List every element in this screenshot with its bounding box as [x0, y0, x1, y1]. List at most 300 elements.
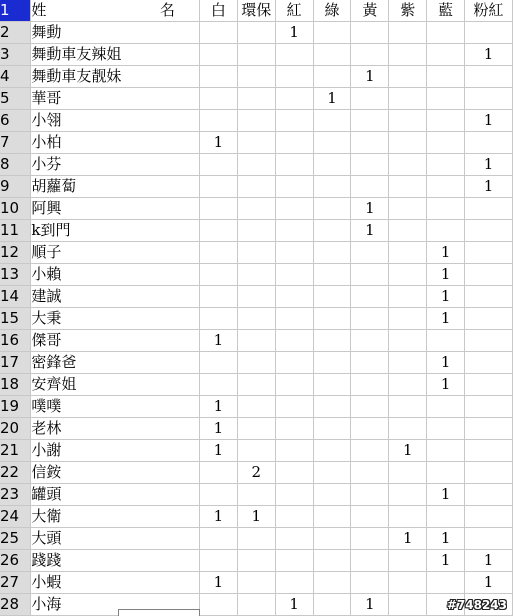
table-row	[0, 418, 513, 440]
value-cell[interactable]	[237, 572, 275, 594]
value-cell[interactable]: 2	[237, 462, 275, 484]
name-cell[interactable]: 胡蘿蔔	[31, 176, 200, 198]
table-row	[0, 440, 513, 462]
value-cell[interactable]: 1	[351, 220, 389, 242]
value-cell[interactable]	[275, 44, 313, 66]
row-header[interactable]: 11	[0, 220, 31, 242]
row-header[interactable]: 23	[0, 484, 31, 506]
value-cell[interactable]	[389, 286, 427, 308]
value-cell[interactable]	[465, 418, 513, 440]
name-cell[interactable]: 大頭	[31, 528, 200, 550]
value-cell[interactable]	[389, 154, 427, 176]
value-cell[interactable]	[199, 528, 237, 550]
value-cell[interactable]: 1	[427, 352, 465, 374]
value-cell[interactable]	[465, 484, 513, 506]
value-cell[interactable]	[465, 66, 513, 88]
value-cell[interactable]: 1	[427, 528, 465, 550]
value-cell[interactable]	[237, 264, 275, 286]
column-header-blue[interactable]: 藍	[427, 0, 465, 22]
value-cell[interactable]	[427, 462, 465, 484]
value-cell[interactable]	[389, 550, 427, 572]
name-cell[interactable]: 密鋒爸	[31, 352, 200, 374]
value-cell[interactable]: 1	[427, 242, 465, 264]
value-cell[interactable]	[465, 528, 513, 550]
value-cell[interactable]	[427, 440, 465, 462]
value-cell[interactable]: 1	[199, 440, 237, 462]
value-cell[interactable]	[237, 396, 275, 418]
value-cell[interactable]	[427, 176, 465, 198]
value-cell[interactable]	[237, 352, 275, 374]
value-cell[interactable]	[199, 374, 237, 396]
value-cell[interactable]	[389, 88, 427, 110]
value-cell[interactable]	[275, 462, 313, 484]
value-cell[interactable]	[199, 462, 237, 484]
name-header-surname: 姓	[31, 1, 47, 19]
value-cell[interactable]	[427, 418, 465, 440]
value-cell[interactable]	[199, 484, 237, 506]
value-cell[interactable]	[237, 308, 275, 330]
name-cell[interactable]: 舞動車友辣姐	[31, 44, 200, 66]
value-cell[interactable]	[313, 110, 351, 132]
value-cell[interactable]	[465, 132, 513, 154]
table-row	[0, 132, 513, 154]
table-row	[0, 528, 513, 550]
table-row	[0, 198, 513, 220]
value-cell[interactable]: 1	[427, 264, 465, 286]
name-cell[interactable]: 老林	[31, 418, 200, 440]
value-cell[interactable]	[313, 528, 351, 550]
value-cell[interactable]	[389, 198, 427, 220]
table-row	[0, 88, 513, 110]
name-header-given: 名	[159, 1, 175, 19]
value-cell[interactable]: 1	[465, 154, 513, 176]
value-cell[interactable]	[465, 440, 513, 462]
value-cell[interactable]: 1	[199, 572, 237, 594]
watermark: #748243	[446, 598, 507, 612]
value-cell[interactable]	[351, 484, 389, 506]
value-cell[interactable]	[237, 286, 275, 308]
value-cell[interactable]	[199, 176, 237, 198]
value-cell[interactable]: 1	[465, 44, 513, 66]
value-cell[interactable]	[389, 264, 427, 286]
value-cell[interactable]	[389, 220, 427, 242]
name-cell[interactable]: 舞動車友靓妹	[31, 66, 200, 88]
row-header[interactable]: 3	[0, 44, 31, 66]
value-cell[interactable]	[275, 528, 313, 550]
name-cell[interactable]: 大秉	[31, 308, 200, 330]
name-cell[interactable]: 建誠	[31, 286, 200, 308]
value-cell[interactable]	[313, 396, 351, 418]
value-cell[interactable]: 1	[199, 506, 237, 528]
value-cell[interactable]	[351, 308, 389, 330]
name-cell[interactable]: 舞動	[31, 22, 200, 44]
value-cell[interactable]	[199, 220, 237, 242]
value-cell[interactable]	[389, 330, 427, 352]
table-row	[0, 308, 513, 330]
row-header[interactable]: 15	[0, 308, 31, 330]
value-cell[interactable]	[237, 418, 275, 440]
value-cell[interactable]	[351, 418, 389, 440]
value-cell[interactable]	[389, 484, 427, 506]
value-cell[interactable]	[313, 22, 351, 44]
name-cell[interactable]: 罐頭	[31, 484, 200, 506]
value-cell[interactable]	[427, 396, 465, 418]
value-cell[interactable]	[351, 44, 389, 66]
value-cell[interactable]	[351, 242, 389, 264]
name-cell[interactable]: 大衛	[31, 506, 200, 528]
value-cell[interactable]	[237, 220, 275, 242]
name-cell[interactable]: 傑哥	[31, 330, 200, 352]
value-cell[interactable]: 1	[465, 550, 513, 572]
row-header[interactable]: 5	[0, 88, 31, 110]
value-cell[interactable]: 1	[199, 132, 237, 154]
row-header[interactable]: 10	[0, 198, 31, 220]
name-cell[interactable]: 順子	[31, 242, 200, 264]
value-cell[interactable]	[313, 154, 351, 176]
value-cell[interactable]	[351, 506, 389, 528]
value-cell[interactable]	[237, 88, 275, 110]
value-cell[interactable]	[465, 396, 513, 418]
name-cell[interactable]: 小賴	[31, 264, 200, 286]
value-cell[interactable]	[313, 506, 351, 528]
row-header[interactable]: 9	[0, 176, 31, 198]
value-cell[interactable]	[465, 462, 513, 484]
value-cell[interactable]: 1	[199, 330, 237, 352]
value-cell[interactable]: 1	[275, 22, 313, 44]
value-cell[interactable]	[237, 330, 275, 352]
value-cell[interactable]	[427, 506, 465, 528]
value-cell[interactable]	[199, 44, 237, 66]
value-cell[interactable]	[389, 462, 427, 484]
value-cell[interactable]	[427, 44, 465, 66]
table-row	[0, 220, 513, 242]
value-cell[interactable]	[465, 220, 513, 242]
value-cell[interactable]	[313, 44, 351, 66]
value-cell[interactable]	[427, 132, 465, 154]
value-cell[interactable]	[313, 330, 351, 352]
table-row	[0, 462, 513, 484]
value-cell[interactable]	[237, 176, 275, 198]
value-cell[interactable]	[275, 396, 313, 418]
value-cell[interactable]	[465, 286, 513, 308]
value-cell[interactable]	[351, 572, 389, 594]
table-row	[0, 154, 513, 176]
value-cell[interactable]	[237, 44, 275, 66]
value-cell[interactable]	[275, 110, 313, 132]
value-cell[interactable]: 1	[351, 594, 389, 616]
value-cell[interactable]	[275, 176, 313, 198]
row-header[interactable]: 22	[0, 462, 31, 484]
column-header-yellow[interactable]: 黃	[351, 0, 389, 22]
value-cell[interactable]	[427, 110, 465, 132]
value-cell[interactable]	[199, 594, 237, 616]
value-cell[interactable]	[199, 110, 237, 132]
name-cell[interactable]: 阿興	[31, 198, 200, 220]
table-row	[0, 22, 513, 44]
value-cell[interactable]	[427, 154, 465, 176]
value-cell[interactable]	[313, 66, 351, 88]
value-cell[interactable]	[427, 220, 465, 242]
value-cell[interactable]	[351, 352, 389, 374]
sheet-tab[interactable]	[118, 609, 200, 616]
value-cell[interactable]	[275, 264, 313, 286]
name-cell[interactable]: 小芬	[31, 154, 200, 176]
row-header[interactable]: 25	[0, 528, 31, 550]
value-cell[interactable]	[275, 132, 313, 154]
value-cell[interactable]	[389, 242, 427, 264]
value-cell[interactable]: 1	[427, 374, 465, 396]
value-cell[interactable]	[351, 88, 389, 110]
value-cell[interactable]	[199, 264, 237, 286]
value-cell[interactable]: 1	[351, 66, 389, 88]
value-cell[interactable]	[351, 154, 389, 176]
value-cell[interactable]	[465, 198, 513, 220]
row-header[interactable]: 14	[0, 286, 31, 308]
value-cell[interactable]	[313, 198, 351, 220]
value-cell[interactable]	[275, 550, 313, 572]
value-cell[interactable]	[275, 286, 313, 308]
value-cell[interactable]	[427, 66, 465, 88]
name-cell[interactable]: 噗噗	[31, 396, 200, 418]
value-cell[interactable]	[389, 594, 427, 616]
row-header[interactable]: 26	[0, 550, 31, 572]
value-cell[interactable]: 1	[427, 550, 465, 572]
value-cell[interactable]	[237, 198, 275, 220]
value-cell[interactable]	[313, 264, 351, 286]
value-cell[interactable]	[313, 308, 351, 330]
value-cell[interactable]	[313, 594, 351, 616]
value-cell[interactable]	[199, 88, 237, 110]
name-cell[interactable]: 小蝦	[31, 572, 200, 594]
value-cell[interactable]	[275, 66, 313, 88]
value-cell[interactable]	[237, 132, 275, 154]
value-cell[interactable]	[427, 198, 465, 220]
value-cell[interactable]	[389, 132, 427, 154]
row-header[interactable]: 13	[0, 264, 31, 286]
row-header[interactable]: 20	[0, 418, 31, 440]
value-cell[interactable]	[389, 396, 427, 418]
value-cell[interactable]	[313, 176, 351, 198]
value-cell[interactable]	[237, 242, 275, 264]
value-cell[interactable]	[351, 264, 389, 286]
row-header[interactable]: 6	[0, 110, 31, 132]
value-cell[interactable]	[313, 462, 351, 484]
value-cell[interactable]	[275, 242, 313, 264]
value-cell[interactable]	[275, 154, 313, 176]
row-header[interactable]: 2	[0, 22, 31, 44]
column-header-white[interactable]: 白	[199, 0, 237, 22]
value-cell[interactable]	[275, 506, 313, 528]
value-cell[interactable]	[313, 572, 351, 594]
value-cell[interactable]	[389, 66, 427, 88]
value-cell[interactable]	[389, 352, 427, 374]
value-cell[interactable]	[465, 506, 513, 528]
value-cell[interactable]: 1	[389, 528, 427, 550]
value-cell[interactable]	[237, 22, 275, 44]
value-cell[interactable]	[313, 352, 351, 374]
value-cell[interactable]	[465, 242, 513, 264]
row-header[interactable]: 24	[0, 506, 31, 528]
value-cell[interactable]	[351, 132, 389, 154]
value-cell[interactable]	[313, 440, 351, 462]
value-cell[interactable]: 1	[199, 418, 237, 440]
value-cell[interactable]	[465, 88, 513, 110]
table-row	[0, 286, 513, 308]
value-cell[interactable]	[237, 484, 275, 506]
value-cell[interactable]	[275, 418, 313, 440]
value-cell[interactable]	[389, 176, 427, 198]
name-column-header[interactable]	[31, 0, 200, 22]
value-cell[interactable]	[199, 198, 237, 220]
value-cell[interactable]	[237, 594, 275, 616]
name-cell[interactable]: 華哥	[31, 88, 200, 110]
row-header[interactable]: 7	[0, 132, 31, 154]
value-cell[interactable]	[313, 286, 351, 308]
name-cell[interactable]: 安齊姐	[31, 374, 200, 396]
value-cell[interactable]	[351, 528, 389, 550]
value-cell[interactable]	[237, 528, 275, 550]
value-cell[interactable]	[275, 88, 313, 110]
value-cell[interactable]	[199, 66, 237, 88]
value-cell[interactable]	[237, 440, 275, 462]
value-cell[interactable]	[237, 550, 275, 572]
value-cell[interactable]	[427, 22, 465, 44]
value-cell[interactable]	[427, 330, 465, 352]
name-cell[interactable]: 小翎	[31, 110, 200, 132]
value-cell[interactable]	[237, 110, 275, 132]
value-cell[interactable]	[465, 308, 513, 330]
column-header-green[interactable]: 綠	[313, 0, 351, 22]
value-cell[interactable]	[313, 220, 351, 242]
value-cell[interactable]	[275, 220, 313, 242]
value-cell[interactable]: 1	[351, 198, 389, 220]
name-cell[interactable]: 小謝	[31, 440, 200, 462]
row-header[interactable]: 18	[0, 374, 31, 396]
name-cell[interactable]: 踐踐	[31, 550, 200, 572]
value-cell[interactable]	[275, 572, 313, 594]
value-cell[interactable]	[199, 242, 237, 264]
value-cell[interactable]	[351, 330, 389, 352]
value-cell[interactable]	[465, 330, 513, 352]
value-cell[interactable]	[351, 396, 389, 418]
value-cell[interactable]	[275, 352, 313, 374]
value-cell[interactable]	[237, 374, 275, 396]
name-cell[interactable]: 小海	[31, 594, 200, 616]
table-row	[0, 110, 513, 132]
value-cell[interactable]	[275, 440, 313, 462]
value-cell[interactable]	[199, 550, 237, 572]
value-cell[interactable]	[427, 572, 465, 594]
value-cell[interactable]	[351, 286, 389, 308]
row-header[interactable]: 28	[0, 594, 31, 616]
value-cell[interactable]	[313, 242, 351, 264]
table-row	[0, 330, 513, 352]
row-header[interactable]: 12	[0, 242, 31, 264]
value-cell[interactable]	[389, 572, 427, 594]
value-cell[interactable]: 1	[465, 176, 513, 198]
value-cell[interactable]	[351, 22, 389, 44]
value-cell[interactable]	[275, 484, 313, 506]
value-cell[interactable]	[199, 286, 237, 308]
value-cell[interactable]	[351, 462, 389, 484]
value-cell[interactable]	[389, 44, 427, 66]
value-cell[interactable]	[313, 484, 351, 506]
row-header[interactable]: 16	[0, 330, 31, 352]
table-row	[0, 242, 513, 264]
value-cell[interactable]	[275, 308, 313, 330]
value-cell[interactable]	[351, 440, 389, 462]
row-header[interactable]: 21	[0, 440, 31, 462]
row-header[interactable]: 8	[0, 154, 31, 176]
row-header[interactable]: 17	[0, 352, 31, 374]
value-cell[interactable]	[313, 418, 351, 440]
value-cell[interactable]	[199, 154, 237, 176]
value-cell[interactable]	[199, 352, 237, 374]
value-cell[interactable]	[351, 110, 389, 132]
value-cell[interactable]	[313, 132, 351, 154]
value-cell[interactable]	[351, 374, 389, 396]
row-header-1[interactable]: 1	[0, 0, 31, 22]
value-cell[interactable]: 1	[237, 506, 275, 528]
value-cell[interactable]: 1	[427, 308, 465, 330]
table-row	[0, 396, 513, 418]
value-cell[interactable]	[313, 374, 351, 396]
value-cell[interactable]	[389, 110, 427, 132]
row-header[interactable]: 4	[0, 66, 31, 88]
value-cell[interactable]	[427, 88, 465, 110]
row-header[interactable]: 27	[0, 572, 31, 594]
value-cell[interactable]: 1	[427, 484, 465, 506]
name-cell[interactable]: 信銨	[31, 462, 200, 484]
value-cell[interactable]: 1	[275, 594, 313, 616]
value-cell[interactable]	[465, 352, 513, 374]
value-cell[interactable]: 1	[427, 286, 465, 308]
column-header-pink[interactable]: 粉紅	[465, 0, 513, 22]
value-cell[interactable]	[465, 264, 513, 286]
row-header[interactable]: 19	[0, 396, 31, 418]
value-cell[interactable]: 1	[465, 110, 513, 132]
value-cell[interactable]	[351, 550, 389, 572]
column-header-red[interactable]: 紅	[275, 0, 313, 22]
value-cell[interactable]	[275, 198, 313, 220]
value-cell[interactable]: 1	[389, 440, 427, 462]
value-cell[interactable]	[389, 22, 427, 44]
value-cell[interactable]	[465, 22, 513, 44]
column-header-purple[interactable]: 紫	[389, 0, 427, 22]
value-cell[interactable]: 1	[465, 572, 513, 594]
value-cell[interactable]	[389, 308, 427, 330]
name-cell[interactable]: 小柏	[31, 132, 200, 154]
column-header-eco[interactable]: 環保	[237, 0, 275, 22]
table-row	[0, 264, 513, 286]
value-cell[interactable]	[275, 330, 313, 352]
value-cell[interactable]	[465, 374, 513, 396]
value-cell[interactable]: 1	[313, 88, 351, 110]
value-cell[interactable]	[389, 374, 427, 396]
value-cell[interactable]	[275, 374, 313, 396]
value-cell[interactable]: 1	[199, 396, 237, 418]
table-row	[0, 506, 513, 528]
value-cell[interactable]	[237, 154, 275, 176]
value-cell[interactable]	[351, 176, 389, 198]
name-cell[interactable]: k到門	[31, 220, 200, 242]
value-cell[interactable]	[389, 418, 427, 440]
value-cell[interactable]	[313, 550, 351, 572]
value-cell[interactable]	[199, 308, 237, 330]
value-cell[interactable]	[199, 22, 237, 44]
value-cell[interactable]	[389, 506, 427, 528]
value-cell[interactable]	[237, 66, 275, 88]
